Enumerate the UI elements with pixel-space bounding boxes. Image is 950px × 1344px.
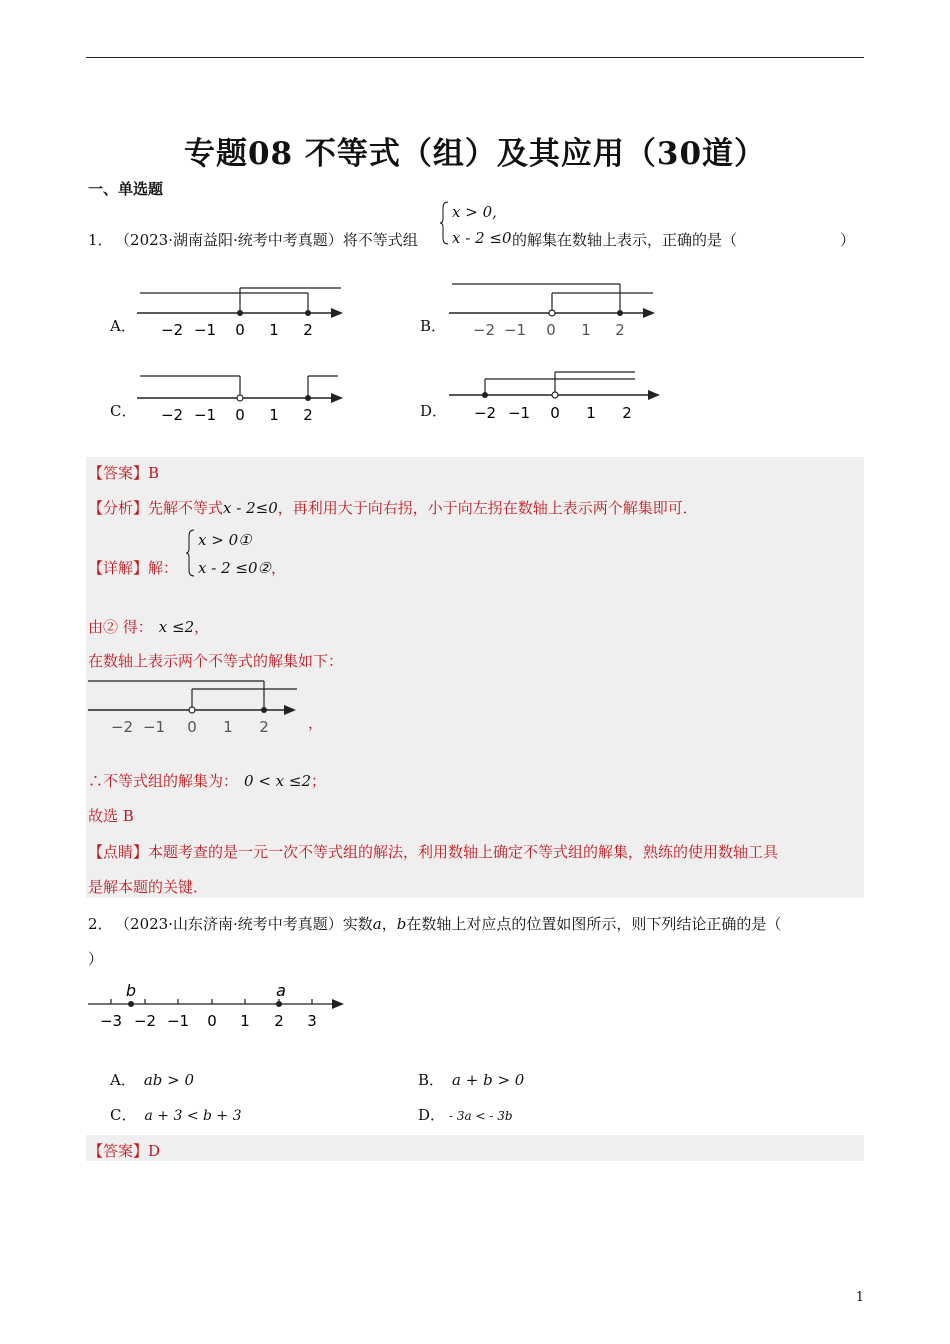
q1-comment-line1 [88,841,778,862]
q1-source: （2023·湖南益阳·统考中考真题） [122,231,343,249]
tick-label: −1 [503,321,527,339]
q2-option-d [418,1104,513,1125]
tick-label: −1 [193,406,217,424]
q1-analysis [88,497,698,518]
therefore-math: 0 < x ≤2 [244,772,312,790]
q2-stem [88,913,781,934]
tick-label: 0 [235,321,245,339]
q1-option-a-label: A． [110,317,136,335]
header-rule [86,57,864,58]
option-expr: - 3a < - 3b [449,1109,513,1123]
q1-option-d-axis [447,365,662,425]
q1-answer [88,462,159,483]
q2-option-a [110,1069,194,1090]
comment-tag: 【点睛】 [88,843,149,861]
option-expr: a + b > 0 [452,1071,525,1089]
q1-choose: 故选 B [88,807,134,825]
comment-text: 本题考查的是一元一次不等式组的解法，利用数轴上确定不等式组的解集，熟练的使用数轴工具 [148,843,779,861]
q2-var-a: a [372,915,382,933]
detail-line1: x > 0① [198,531,252,549]
therefore-text: ∴不等式组的解集为： [88,772,239,790]
option-label: A． [110,1071,136,1089]
tick-label: 1 [269,406,279,424]
detail-comma: ， [270,559,286,577]
tick-label: 2 [274,1012,284,1030]
point-b [128,1001,134,1007]
answer-tag: 【答案】 [88,464,149,482]
q2-stem-b: 在数轴上对应点的位置如图所示，则下列结论正确的是（ [406,915,782,933]
tick-label: 1 [223,718,233,736]
tick-label: −1 [193,321,217,339]
analysis-tag: 【分析】 [88,499,149,517]
q2-answer [88,1140,160,1161]
tick-label: −2 [110,718,134,736]
tick-label: 2 [259,718,269,736]
q2-sep: ， [381,915,397,933]
q2-source: （2023·山东济南·统考中考真题） [122,915,343,933]
tick-label: 2 [615,321,625,339]
option-expr: a + 3 < b + 3 [144,1108,242,1124]
tick-label: 2 [303,321,313,339]
page-number: 1 [855,1290,864,1305]
therefore-end: ； [311,772,327,790]
point-a-label: a [276,981,286,1000]
q1-comment-line2: 是解本题的关键． [88,878,209,896]
q1-axis-comma: ， [308,714,324,732]
tick-label: 2 [303,406,313,424]
option-label: C． [110,1106,137,1124]
answer-value: D [148,1142,161,1160]
tick-label: −2 [473,404,497,422]
q1-option-b-axis [447,280,657,340]
q1-axis-intro: 在数轴上表示两个不等式的解集如下： [88,652,344,670]
from2-text: 由② 得： [88,618,153,636]
q2-option-c [110,1104,242,1125]
detail-line2: x - 2 ≤0② [198,559,271,577]
q1-stem-before: 将不等式组 [342,231,418,249]
q2-number-line [86,978,351,1033]
page-title: 专题08 不等式（组）及其应用（30道） [183,136,767,172]
tick-label: 0 [187,718,197,736]
analysis-math: x - 2≤0 [223,499,278,517]
q1-close-paren: ） [840,231,856,249]
q2-stem-a: 实数 [342,915,373,933]
analysis-text: 先解不等式 [148,499,224,517]
from2-math: x ≤2 [158,618,195,636]
q1-stem [88,229,418,250]
detail-tag: 【详解】 [88,559,149,577]
point-a [276,1001,282,1007]
q1-number: 1． [88,231,113,249]
q1-option-d-label: D． [420,402,448,420]
q1-stem-after: 的解集在数轴上表示，正确的是（ [512,231,738,249]
option-label: B． [418,1071,445,1089]
q1-option-c-axis [135,365,345,425]
tick-label: −3 [99,1012,123,1030]
tick-label: −2 [472,321,496,339]
q1-detail [88,557,178,578]
answer-value: B [148,464,160,482]
tick-label: −2 [133,1012,157,1030]
q1-system-line1: x > 0, [452,203,497,221]
analysis-text-2: ，再利用大于向右拐，小于向左拐在数轴上表示两个解集即可． [277,499,698,517]
tick-label: −1 [507,404,531,422]
tick-label: 0 [235,406,245,424]
q1-solution-axis [86,675,301,740]
tick-label: 2 [622,404,632,422]
q1-option-b-label: B． [420,317,447,335]
detail-brace [186,528,196,578]
q2-solution-box [86,1135,864,1161]
q1-option-c-label: C． [110,402,137,420]
tick-label: 0 [207,1012,217,1030]
tick-label: 3 [307,1012,317,1030]
from2-end: ， [194,618,210,636]
section-heading: 一、单选题 [88,180,164,198]
tick-label: 0 [546,321,556,339]
q2-number: 2． [88,915,113,933]
q1-from2 [88,616,209,637]
tick-label: −2 [160,406,184,424]
q1-system-line2: x - 2 ≤0 [452,229,512,247]
option-expr: ab > 0 [143,1071,195,1089]
q1-therefore [88,770,326,791]
q2-var-b: b [396,915,407,933]
q1-option-a-axis [135,280,345,340]
tick-label: 1 [581,321,591,339]
q2-close-paren: ） [88,950,104,968]
tick-label: −1 [166,1012,190,1030]
tick-label: 1 [269,321,279,339]
detail-line2-wrap [198,557,286,578]
option-label: D． [418,1106,446,1124]
q1-system-brace [440,200,450,246]
point-b-label: b [125,981,137,1000]
answer-tag: 【答案】 [88,1142,149,1160]
detail-text: 解： [148,559,179,577]
tick-label: 1 [240,1012,250,1030]
tick-label: −1 [142,718,166,736]
q2-option-b [418,1069,524,1090]
tick-label: 1 [586,404,596,422]
tick-label: 0 [550,404,560,422]
tick-label: −2 [160,321,184,339]
